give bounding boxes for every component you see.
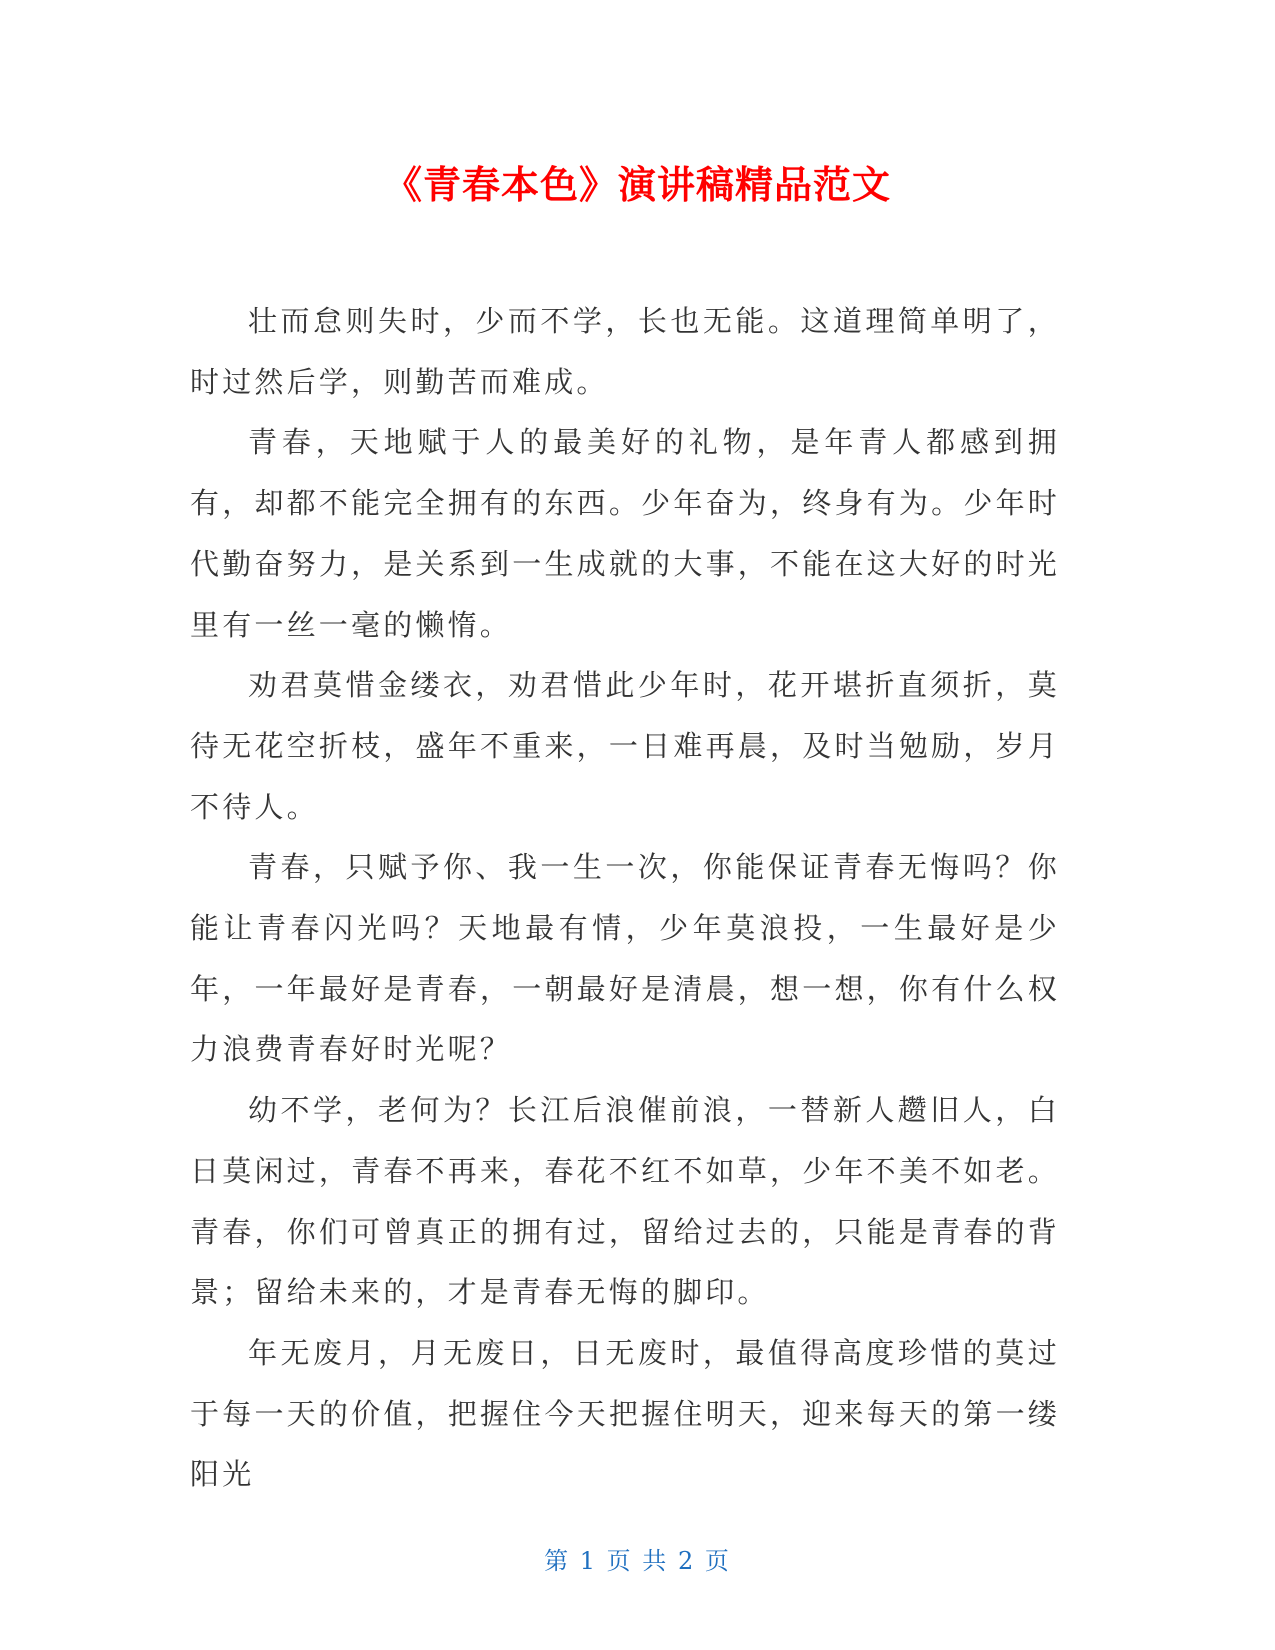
paragraph: 壮而怠则失时，少而不学，长也无能。这道理简单明了，时过然后学，则勤苦而难成。 [190, 304, 1060, 399]
paragraph: 青春，只赋予你、我一生一次，你能保证青春无悔吗？你能让青春闪光吗？天地最有情，少年莫浪投，一生最好是少年，一年最好是青春，一朝最好是清晨，想一想，你有什么权力浪费青春好时光呢？ [190, 850, 1060, 1067]
document-title: 《青春本色》演讲稿精品范文 [383, 163, 891, 207]
paragraph: 劝君莫惜金缕衣，劝君惜此少年时，花开堪折直须折，莫待无花空折枝，盛年不重来，一日难再晨，及时当勉励，岁月不待人。 [190, 668, 1060, 824]
paragraph: 青春，天地赋于人的最美好的礼物，是年青人都感到拥有，却都不能完全拥有的东西。少年奋为，终身有为。少年时代勤奋努力，是关系到一生成就的大事，不能在这大好的时光里有一丝一毫的懒惰。 [190, 425, 1060, 642]
document-body [190, 291, 1060, 1505]
paragraph: 年无废月，月无废日，日无废时，最值得高度珍惜的莫过于每一天的价值，把握住今天把握住明天，迎来每天的第一缕阳光 [190, 1335, 1060, 1492]
paragraph: 幼不学，老何为？长江后浪催前浪，一替新人趱旧人，白日莫闲过，青春不再来，春花不红不如草，少年不美不如老。青春，你们可曾真正的拥有过，留给过去的，只能是青春的背景；留给未来的，才是青春无悔的脚印。 [190, 1093, 1060, 1310]
page-number-footer: 第 1 页 共 2 页 [544, 1547, 731, 1575]
